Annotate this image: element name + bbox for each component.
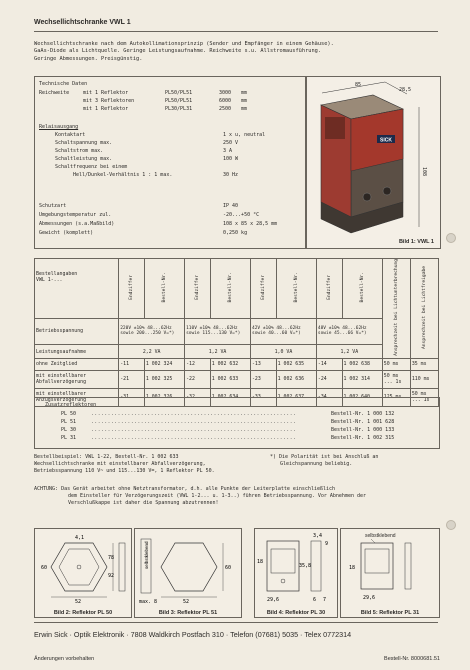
cell: 1 002 638 [342, 358, 382, 370]
misc-label: Gewicht (komplett) [39, 230, 94, 236]
voltage-cell: 220V ±10% 48...62Hz sowie 200...250 V=*) [119, 318, 185, 345]
reach-prefix: mit 1 Reflektor [83, 106, 129, 112]
cell: 125 ms [382, 388, 410, 406]
cell: 1 002 635 [276, 358, 316, 370]
accessory-name: PL 30 [61, 427, 77, 433]
cell: -33 [250, 388, 276, 406]
leader-dots: .............................................................. [91, 419, 297, 425]
accessory-order-nr: Bestell-Nr. 1 002 315 [331, 435, 395, 441]
voltage-cell: 42V ±10% 48...62Hz sowie 40...60 V=*) [250, 318, 316, 345]
col-head: Bestell-Nr. [144, 259, 184, 319]
warning-line: dem Einsteller für Verzögerungszeit (VWL 1-2... u. 1-3..) führen Betriebsspannung. Vor Abnehmen der [68, 493, 367, 499]
dim-label: 18 [349, 565, 356, 571]
drawing-pl31 [341, 529, 439, 607]
accessory-order-nr: Bestell-Nr. 1 000 133 [331, 427, 395, 433]
reach-value: 3000 [219, 90, 232, 96]
leader-dots: .............................................................. [91, 411, 297, 417]
relay-label: Schaltspannung max. [55, 140, 113, 146]
reach-type: PL50/PL51 [165, 98, 193, 104]
note-line: Gleichspannung beliebig. [280, 461, 353, 467]
relay-row [55, 148, 301, 156]
relay-label: Schaltfrequenz bei einem [55, 164, 128, 170]
cell: -24 [316, 370, 342, 388]
relay-value: 250 V [223, 140, 239, 146]
dim-label: 78 [108, 555, 115, 561]
col-head: Bestell-Nr. [342, 259, 382, 319]
dim-label: 3,4 [313, 533, 323, 539]
table-head-text: Bestellangaben [36, 271, 78, 277]
dim-label: 52 [183, 599, 190, 605]
cell: 1 002 326 [144, 388, 184, 406]
cell: -11 [119, 358, 145, 370]
row-label: mit einstellbarer Abfallverzögerung [35, 370, 119, 388]
misc-value: 0,250 kg [223, 230, 248, 236]
misc-value: -20...+50 °C [223, 212, 260, 218]
power-cell: 1,2 VA [316, 345, 382, 358]
accessory-name: PL 31 [61, 435, 77, 441]
reach-row [83, 90, 303, 97]
col-head: Endziffer [316, 259, 342, 319]
figure-pl50 [34, 528, 132, 618]
relay-value: 30 Hz [223, 172, 239, 178]
power-cell: 1,0 VA [250, 345, 316, 358]
accessory-row [61, 435, 433, 443]
power-label: Leistungsaufnahme [35, 345, 119, 358]
table-label-head [35, 259, 119, 319]
table-row [35, 358, 439, 370]
relay-row [55, 132, 301, 140]
relay-row [55, 172, 301, 180]
col-head: Bestell-Nr. [276, 259, 316, 319]
dim-label: 52 [75, 599, 82, 605]
footer-rule [34, 622, 438, 623]
note-line: *) Die Polarität ist bei Anschluß an [270, 454, 379, 460]
voltage-label: Betriebsspannung [35, 318, 119, 345]
intro-line: Wechsellichtschranke nach dem Autokollimationsprinzip (Sender und Empfänger in einem Gehäuse). [34, 41, 334, 47]
order-table-wrap [34, 258, 439, 407]
header-rule [34, 31, 438, 32]
figure-caption: Bild 4: Reflektor PL 30 [266, 610, 326, 616]
misc-label: Schutzart [39, 203, 67, 209]
company-line: Erwin Sick · Optik Elektronik · 7808 Waldkirch Postfach 310 · Telefon (07681) 5035 · Telex 0772314 [34, 630, 352, 639]
dim-label: 28,5 [399, 87, 412, 93]
reach-type: PL30/PL31 [165, 106, 193, 112]
cell: 1 002 634 [210, 388, 250, 406]
accessory-order-nr: Bestell-Nr. 1 001 628 [331, 419, 395, 425]
example-line: Wechsellichtschranke mit einstellbarer Abfallverzögerung, [34, 461, 206, 467]
relay-list [55, 132, 301, 180]
accessories-box [34, 397, 440, 449]
accessory-row [61, 427, 433, 435]
reach-unit: mm [241, 90, 248, 96]
accessories-heading: Zusatzreflektoren [45, 402, 97, 408]
relay-heading: Relaisausgang [39, 124, 79, 130]
order-table [34, 258, 439, 407]
figure-pl51 [134, 528, 242, 618]
reach-prefix: mit 3 Reflektoren [83, 98, 135, 104]
dim-label: 92 [108, 573, 115, 579]
figure-caption: Bild 3: Reflektor PL 51 [158, 610, 218, 616]
cell: -32 [185, 388, 211, 406]
leader-dots: .............................................................. [91, 435, 297, 441]
misc-list [39, 203, 301, 239]
misc-row [39, 230, 301, 239]
brand-logo: SICK [380, 137, 392, 144]
reach-unit: mm [241, 98, 248, 104]
misc-label: Abmessungen (s.a.Maßbild) [39, 221, 115, 227]
tech-heading: Technische Daten [39, 81, 88, 87]
example-line: Betriebsspannung 110 V~ und 115...130 V=, 1 Reflektor PL 50. [34, 468, 215, 474]
punch-hole [446, 233, 456, 243]
dim-label: 60 [41, 565, 48, 571]
col-head: Bestell-Nr. [210, 259, 250, 319]
misc-value: IP 40 [223, 203, 239, 209]
relay-label: Hell/Dunkel-Verhältnis 1 : 1 max. [73, 172, 173, 178]
power-cell: 2,2 VA [119, 345, 185, 358]
intro-line: Geringe Abmessungen. Preisgünstig. [34, 55, 143, 62]
figure-caption: Bild 5: Reflektor PL 31 [360, 610, 420, 616]
accessories-list [61, 411, 433, 443]
reach-unit: mm [241, 106, 248, 112]
photo-caption: Bild 1: VWL 1 [398, 239, 434, 245]
reach-list [83, 90, 303, 113]
footer-right: Bestell-Nr. 8000681.51 [384, 656, 440, 662]
leader-dots: .............................................................. [91, 427, 297, 433]
warning-line: Verschlußkappe ist daher die Spannung abzutrennen! [68, 500, 219, 506]
punch-hole [446, 520, 456, 530]
side-head: Ansprechzeit bei Lichtfreigabe [410, 259, 438, 359]
cell: -22 [185, 370, 211, 388]
relay-row [55, 140, 301, 148]
cell: -21 [119, 370, 145, 388]
footer-left: Änderungen vorbehalten [34, 656, 95, 662]
col-head: Endziffer [119, 259, 145, 319]
cell: 1 002 324 [144, 358, 184, 370]
misc-row [39, 212, 301, 221]
dim-label: max. 8 [139, 599, 158, 605]
fig-label: selbstklebend [144, 541, 149, 569]
cell: 50 ms ... 1s [410, 388, 438, 406]
dim-label: 60 [225, 565, 232, 571]
row-label: mit einstellbarer Anzugsverzögerung [35, 388, 119, 406]
relay-label: Schaltleistung max. [55, 156, 113, 162]
misc-label: Umgebungstemperatur zul. [39, 212, 112, 218]
dim-label: 9 [325, 541, 329, 547]
drawing-pl30 [255, 529, 337, 607]
misc-value: 108 x 85 x 28,5 mm [223, 221, 278, 227]
cell: -13 [250, 358, 276, 370]
cell: -31 [119, 388, 145, 406]
row-label: ohne Zeitglied [35, 358, 119, 370]
reach-row [83, 106, 303, 113]
dim-label: 35,8 [299, 563, 312, 569]
misc-row [39, 221, 301, 230]
cell: 1 002 633 [210, 370, 250, 388]
cell: 50 ms ... 1s [382, 370, 410, 388]
dim-label: 85 [355, 82, 362, 88]
relay-label: Kontaktart [55, 132, 86, 138]
order-example [34, 454, 284, 475]
cell: -23 [250, 370, 276, 388]
product-photo-box [306, 76, 441, 249]
table-row [35, 370, 439, 388]
relay-row [55, 156, 301, 164]
accessory-name: PL 51 [61, 419, 77, 425]
dim-label: 18 [257, 559, 264, 565]
side-head: Ansprechzeit bei Lichtunterbrechung [382, 259, 410, 359]
reach-label: Reichweite [39, 90, 70, 96]
accessory-row [61, 411, 433, 419]
dim-label: 6 [313, 597, 317, 603]
reach-prefix: mit 1 Reflektor [83, 90, 129, 96]
drawing-pl51 [135, 529, 241, 607]
cell: 1 002 325 [144, 370, 184, 388]
power-cell: 1,2 VA [185, 345, 251, 358]
drawing-pl50 [35, 529, 131, 607]
intro-line: GaAs-Diode als Lichtquelle. Geringe Leistungsaufnahme. Reichweite s.u. Allstromausführung. [34, 48, 322, 55]
reach-value: 6000 [219, 98, 232, 104]
relay-label: Schaltstrom max. [55, 148, 104, 154]
accessory-name: PL 50 [61, 411, 77, 417]
cell: 1 002 636 [276, 370, 316, 388]
tech-data-box [34, 76, 306, 249]
fig-label: selbstklebend [365, 533, 396, 539]
voltage-cell: 48V ±10% 48...62Hz sowie 45...66 V=*) [316, 318, 382, 345]
cell: 50 ms [382, 358, 410, 370]
example-line: Bestellbeispiel: VWL 1-22, Bestell-Nr. 1 002 633 [34, 454, 179, 460]
cell: -34 [316, 388, 342, 406]
warning-text [34, 486, 439, 507]
cell: 1 002 632 [210, 358, 250, 370]
reach-type: PL50/PL51 [165, 90, 193, 96]
table-head-text: VWL 1-... [36, 277, 63, 283]
figure-pl30 [254, 528, 338, 618]
page-title: Wechsellichtschranke VWL 1 [34, 19, 131, 26]
voltage-cell: 110V ±10% 48...62Hz sowie 115...130 V=*) [185, 318, 251, 345]
col-head: Endziffer [250, 259, 276, 319]
relay-row [55, 164, 301, 172]
figure-pl31 [340, 528, 440, 618]
col-head: Endziffer [185, 259, 211, 319]
cell: 35 ms [410, 358, 438, 370]
dim-label: 29,6 [363, 595, 376, 601]
product-photo [307, 77, 440, 248]
cell: -14 [316, 358, 342, 370]
relay-value: 3 A [223, 148, 233, 154]
accessory-order-nr: Bestell-Nr. 1 000 132 [331, 411, 395, 417]
relay-value: 100 W [223, 156, 239, 162]
dim-label: 7 [323, 597, 327, 603]
figure-caption: Bild 2: Reflektor PL 50 [53, 610, 113, 616]
polarity-note [270, 454, 438, 468]
reach-value: 2500 [219, 106, 232, 112]
cell: 110 ms [410, 370, 438, 388]
cell: 1 002 640 [342, 388, 382, 406]
intro-text [34, 41, 439, 63]
dim-label: 29,6 [267, 597, 280, 603]
misc-row [39, 203, 301, 212]
dim-label: 4,1 [75, 535, 85, 541]
cell: 1 002 637 [276, 388, 316, 406]
warning-line: ACHTUNG: Das Gerät arbeitet ohne Netztransformator, d.h. alle Punkte der Leiterplatte einschließlich [34, 486, 336, 492]
cell: -12 [185, 358, 211, 370]
cell: 1 002 314 [342, 370, 382, 388]
relay-value: 1 x u, neutral [223, 132, 266, 138]
accessory-row [61, 419, 433, 427]
dim-label: 108 [421, 167, 427, 177]
reach-row [83, 98, 303, 105]
